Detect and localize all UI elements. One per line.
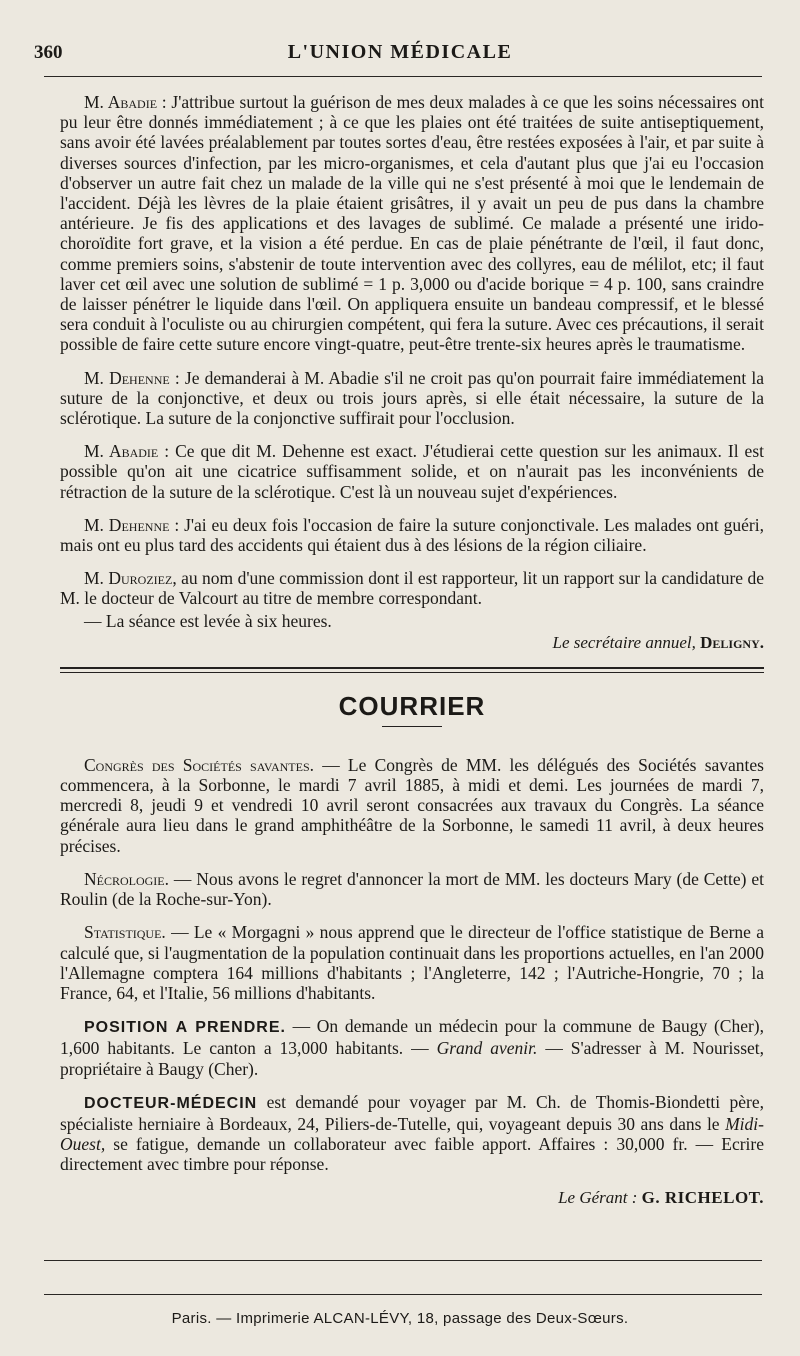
- signature: [60, 633, 764, 653]
- running-header: [34, 38, 766, 68]
- signature-name: Deligny.: [700, 632, 764, 652]
- ad-label: DOCTEUR-MÉDECIN: [84, 1094, 258, 1112]
- closing-line: — La séance est levée à six heures.: [84, 610, 332, 631]
- paragraph-text: Ce que dit M. Dehenne est exact. J'étudierai cette question sur les animaux. Il est possible qu'on ait une cicatrice suffisamment solide, et on n'aurait pas les inconvénients de rétraction de la suture de la sclérotique. C'est là un nouveau sujet d'expériences.: [60, 441, 764, 502]
- courrier-heading: COURRIER: [338, 690, 486, 721]
- gerant-signature: [60, 1188, 764, 1208]
- paragraph: [60, 441, 764, 502]
- news-label: Statistique.: [84, 922, 166, 943]
- paragraph: [60, 515, 764, 555]
- speaker: M. Dehenne :: [84, 367, 180, 388]
- paragraph-text: J'attribue surtout la guérison de mes deux malades à ce que les soins nécessaires ont pu leur être donnés immédiatement ; à ce que les plaies ont été traitées de suite antiseptiquement, sans avoir été lavées préalablement par toutes sortes d'eau, être restées exposées à l'air, et par suite à diverses sources d'infection, par les micro-organismes, et cela d'autant plus que j'ai eu l'occasion d'observer un autre fait chez un malade de la ville qui ne s'est présenté à moi que le lendemain de l'accident. Déjà les lèvres de la plaie étaient grisâtres, il y avait un peu de pus dans la chambre antérieure. Je fis des applications et des lavages de sublimé. Ce malade a présenté une irido-choroïdite fort grave, et la vision a été perdue. En cas de plaie pénétrante de l'œil, il faut donc, comme premiers soins, s'abstenir de toute intervention avec des collyres, eau de mélilot, etc; il faut laver cet œil avec une solution de sublimé = 1 p. 3,000 ou d'acide borique = 4 p. 100, sans craindre de laisser pénétrer le liquide dans l'œil. On appliquera ensuite un bandeau compressif, et le blessé sera conduit à l'oculiste ou au chirurgien compétent, qui fera la suture. Avec ces précautions, il serait possible de faire cette suture encore vingt-quatre, peut-être trente-six heures après le traumatisme.: [60, 92, 764, 355]
- speaker: M. Duroziez,: [84, 568, 177, 589]
- speaker: M. Abadie :: [84, 441, 170, 462]
- news-item: [60, 755, 764, 856]
- ad-label: POSITION A PRENDRE.: [84, 1019, 286, 1037]
- ad-text: — On demande un médecin pour la commune de Baugy (Cher), 1,600 habitants. Le canton a 13,000 habitants. —: [60, 1016, 764, 1059]
- paragraph: [60, 368, 764, 429]
- paragraph-text: au nom d'une commission dont il est rapporteur, lit un rapport sur la candidature de M. le docteur de Valcourt au titre de membre correspondant.: [60, 568, 764, 609]
- footer-rule-lower: [44, 1294, 762, 1295]
- news-text: — Nous avons le regret d'annoncer la mort de MM. les docteurs Mary (de Cette) et Roulin (de la Roche-sur-Yon).: [60, 868, 764, 910]
- paragraph-text: Je demanderai à M. Abadie s'il ne croit pas qu'on pourrait faire immédiatement la suture de la conjonctive, et deux ou trois jours après, si elle était nécessaire, la suture de la sclérotique. La suture de la conjonctive suffirait pour l'occlusion.: [60, 367, 764, 429]
- news-label: Congrès des Sociétés savantes.: [84, 754, 314, 775]
- ad-text-after: — S'adresser à M. Nourisset, propriétaire à Baugy (Cher).: [60, 1038, 765, 1079]
- news-label: Nécrologie.: [84, 868, 170, 889]
- footer-rule: [44, 1260, 762, 1261]
- signature-role: Le secrétaire annuel,: [552, 632, 696, 652]
- ad-source: Midi-Ouest,: [60, 1113, 764, 1155]
- header-rule: [44, 76, 762, 77]
- speaker: M. Abadie :: [84, 92, 167, 112]
- section-divider: [60, 667, 764, 673]
- news-text: — Le Congrès de MM. les délégués des Sociétés savantes commencera, à la Sorbonne, le mardi 7 avril 1885, à midi et demi. Les journées de mardi 7, mercredi 8, jeudi 9 et vendredi 10 avril seront consacrées aux travaux du Congrès. La séance générale aura lieu dans le grand amphithéâtre de la Sorbonne, le samedi 11 avril, à deux heures précises.: [60, 754, 764, 856]
- gerant-name: G. RICHELOT.: [641, 1187, 764, 1207]
- journal-title: L'UNION MÉDICALE: [287, 41, 513, 63]
- advertisement: [60, 1016, 764, 1079]
- printer-imprint: Paris. — Imprimerie ALCAN-LÉVY, 18, passage des Deux-Sœurs.: [171, 1310, 629, 1327]
- paragraph-text: J'ai eu deux fois l'occasion de faire la suture conjonctivale. Les malades ont guéri, mais ont eu plus tard des accidents qui étaient dus à des lésions de la région ciliaire.: [60, 514, 764, 556]
- gerant-role: Le Gérant :: [558, 1187, 638, 1207]
- ad-source: Grand avenir.: [436, 1038, 538, 1059]
- news-item: [60, 869, 764, 909]
- paragraph: [60, 568, 764, 608]
- ad-text: est demandé pour voyager par M. Ch. de Thomis-Biondetti père, spécialiste herniaire à Bordeaux, 24, Piliers-de-Tutelle, qui, voyageant depuis 30 ans dans le: [60, 1091, 764, 1134]
- ad-text-after: se fatigue, demande un collaborateur avec faible apport. Affaires : 30,000 fr. — Ecrire directement avec timbre pour réponse.: [60, 1134, 764, 1175]
- page-number: 360: [34, 42, 63, 63]
- paragraph: [60, 92, 764, 355]
- article-body: [60, 92, 764, 1208]
- news-item: [60, 922, 764, 1003]
- heading-underline: [382, 726, 442, 727]
- news-text: — Le « Morgagni » nous apprend que le directeur de l'office statistique de Berne a calculé que, si l'augmentation de la population continuait dans les proportions actuelles, en l'an 2000 l'Allemagne comptera 164 millions d'habitants ; l'Angleterre, 142 ; l'Autriche-Hongrie, 70 ; la France, 64, et l'Italie, 56 millions d'habitants.: [60, 922, 764, 1003]
- advertisement: [60, 1092, 764, 1175]
- speaker: M. Dehenne :: [84, 514, 180, 535]
